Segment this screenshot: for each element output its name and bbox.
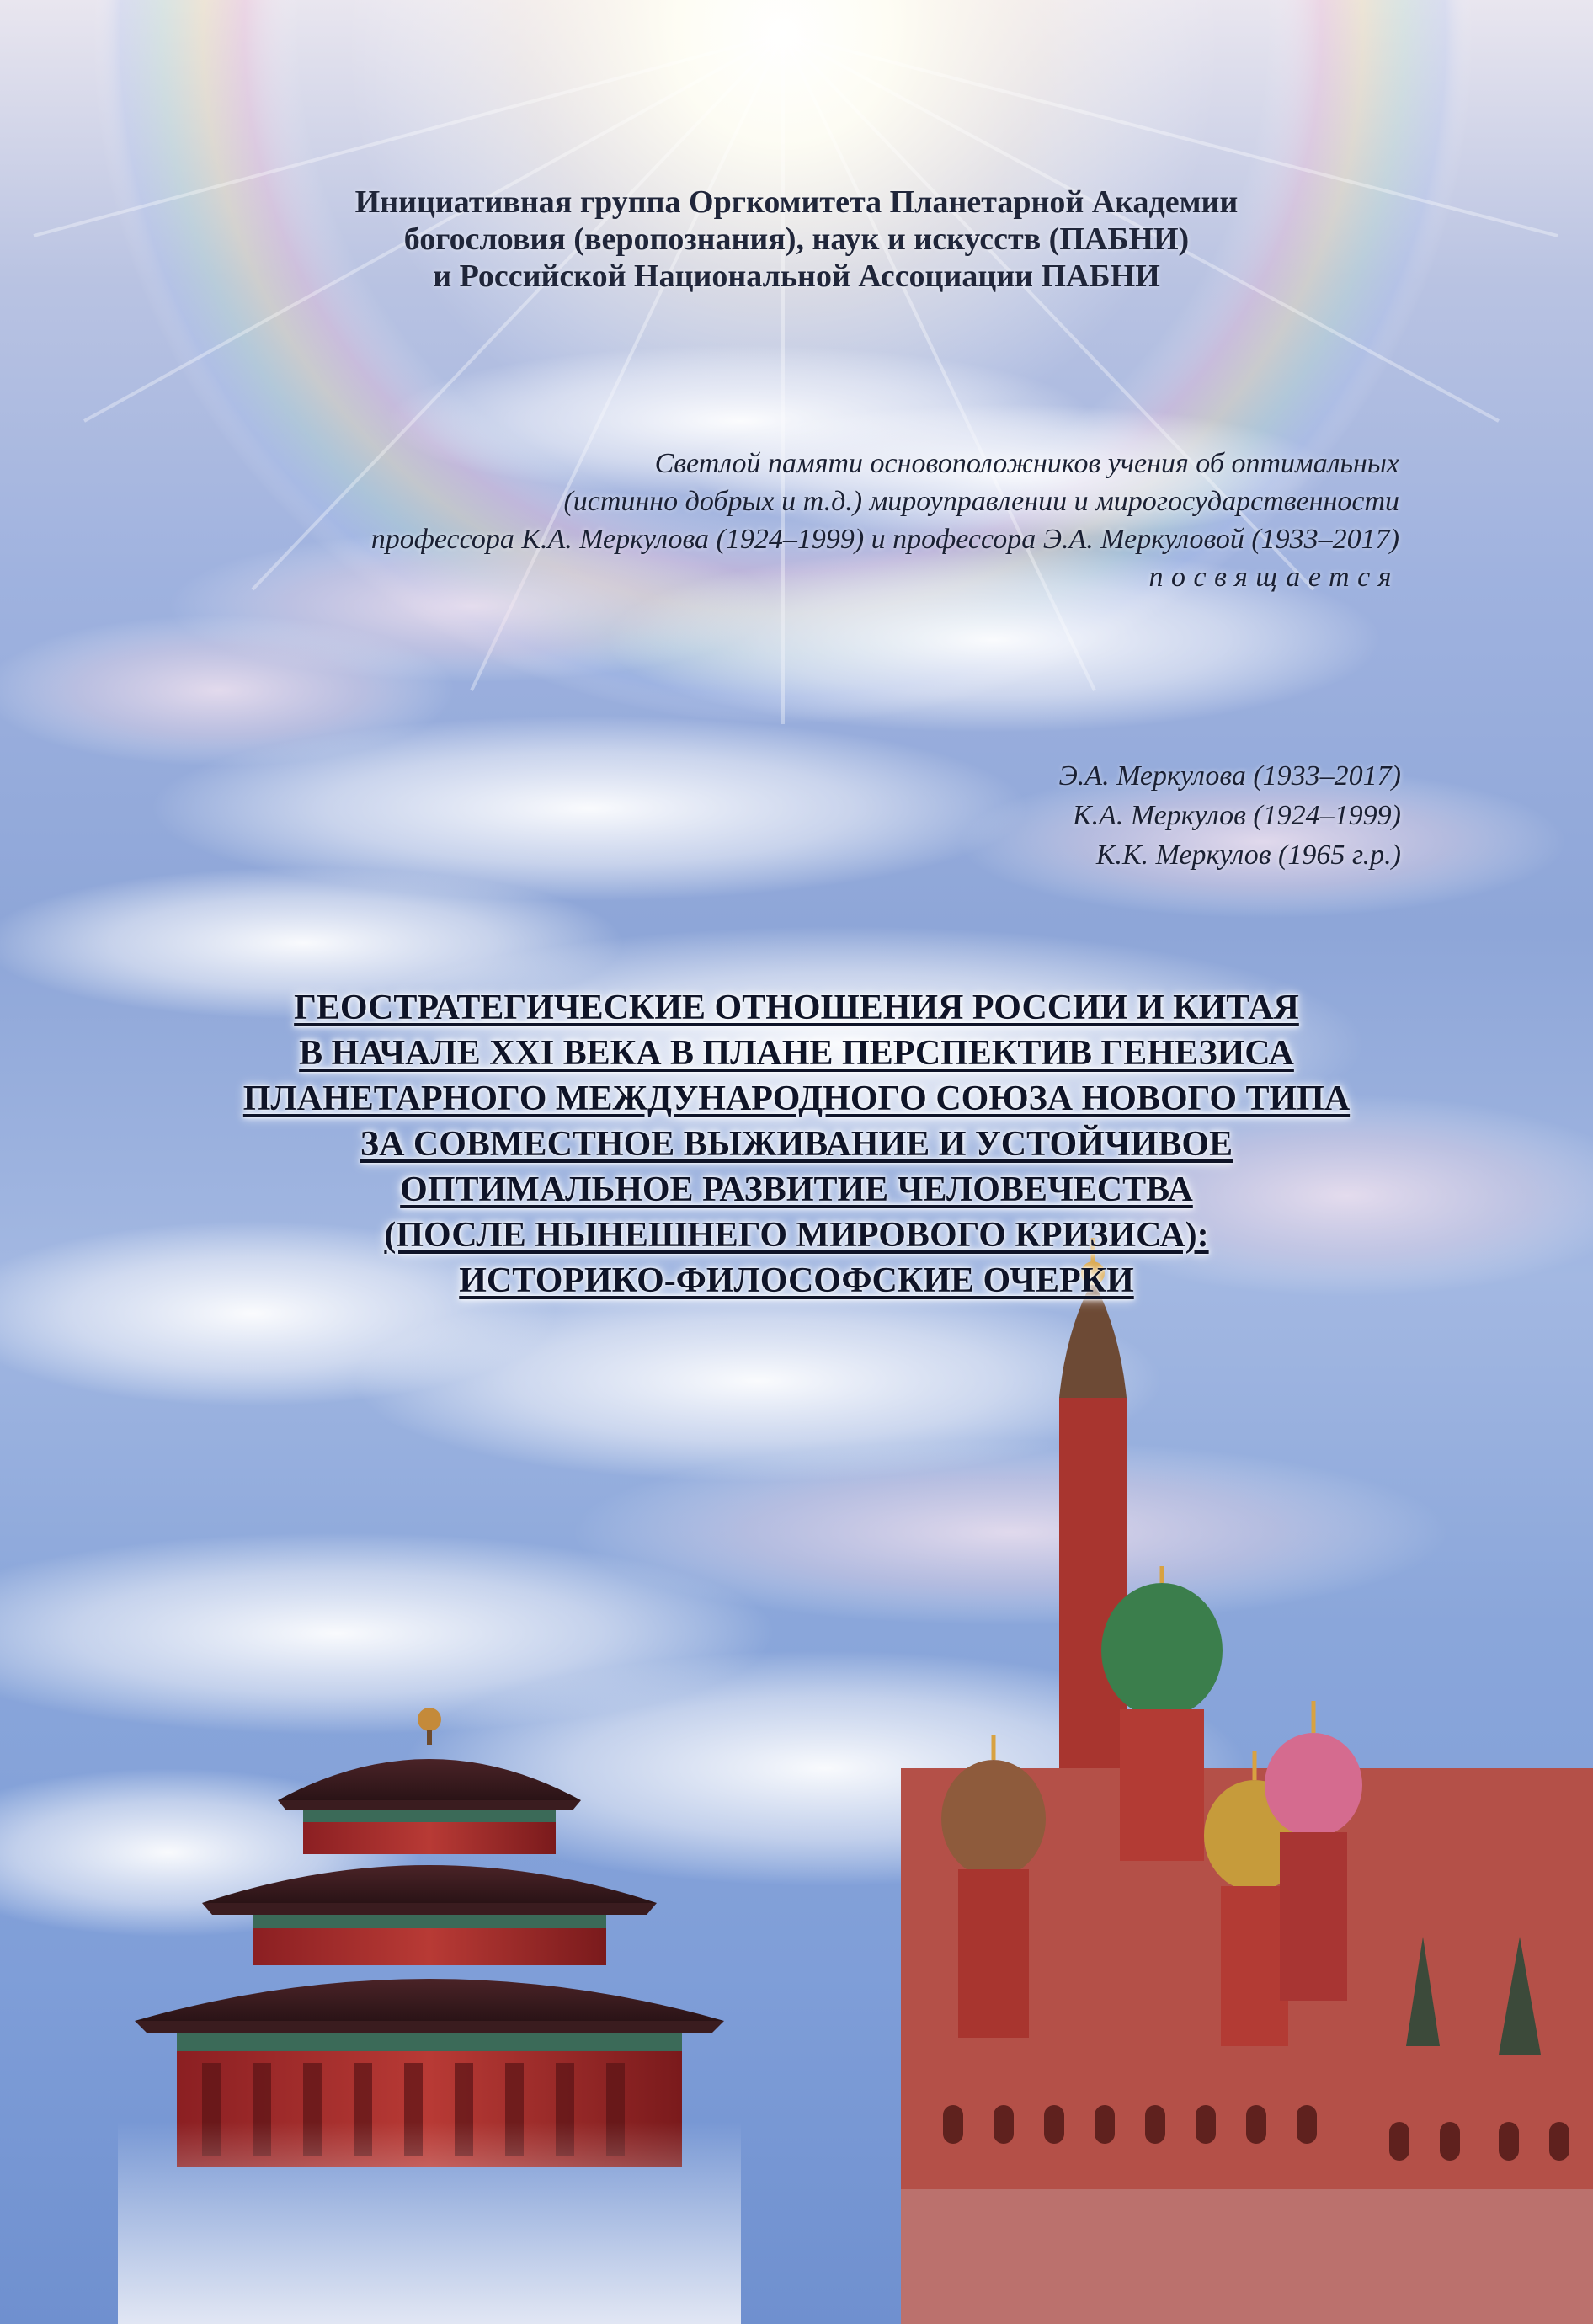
dedication-line: Светлой памяти основоположников учения об оптимальных — [654, 448, 1399, 479]
authors-block — [758, 756, 1401, 875]
title-line: ПЛАНЕТАРНОГО МЕЖДУНАРОДНОГО СОЮЗА НОВОГО ТИПА — [242, 1079, 1351, 1118]
dedication-line: профессора К.А. Меркулова (1924–1999) и профессора Э.А. Меркуловой (1933–2017) — [370, 524, 1399, 555]
publisher-block — [249, 184, 1344, 295]
title-line: ОПТИМАЛЬНОЕ РАЗВИТИЕ ЧЕЛОВЕЧЕСТВА — [400, 1170, 1193, 1209]
title-line: ИСТОРИКО-ФИЛОСОФСКИЕ ОЧЕРКИ — [459, 1261, 1134, 1300]
dedication-line: (истинно добрых и т.д.) мироуправлении и мирогосударственности — [563, 486, 1399, 517]
title-line: (ПОСЛЕ НЫНЕШНЕГО МИРОВОГО КРИЗИСА): — [384, 1216, 1209, 1255]
book-title — [165, 985, 1428, 1303]
title-line: В НАЧАЛЕ XXI ВЕКА В ПЛАНЕ ПЕРСПЕКТИВ ГЕНЕЗИСА — [299, 1034, 1294, 1073]
author-name: Э.А. Меркулова (1933–2017) — [1058, 760, 1401, 792]
title-line: ГЕОСТРАТЕГИЧЕСКИЕ ОТНОШЕНИЯ РОССИИ И КИТАЯ — [294, 989, 1299, 1027]
dedication-closing: посвящается — [1148, 562, 1399, 593]
publisher-line: богословия (веропознания), наук и искусств (ПАБНИ) — [403, 221, 1190, 257]
publisher-line: Инициативная группа Оргкомитета Планетарной Академии — [354, 184, 1239, 220]
author-name: К.К. Меркулов (1965 г.р.) — [1095, 840, 1401, 871]
dedication-block — [253, 445, 1399, 596]
title-line: ЗА СОВМЕСТНОЕ ВЫЖИВАНИЕ И УСТОЙЧИВОЕ — [360, 1125, 1233, 1164]
publisher-line: и Российской Национальной Ассоциации ПАБНИ — [433, 259, 1160, 294]
author-name: К.А. Меркулов (1924–1999) — [1072, 800, 1401, 831]
